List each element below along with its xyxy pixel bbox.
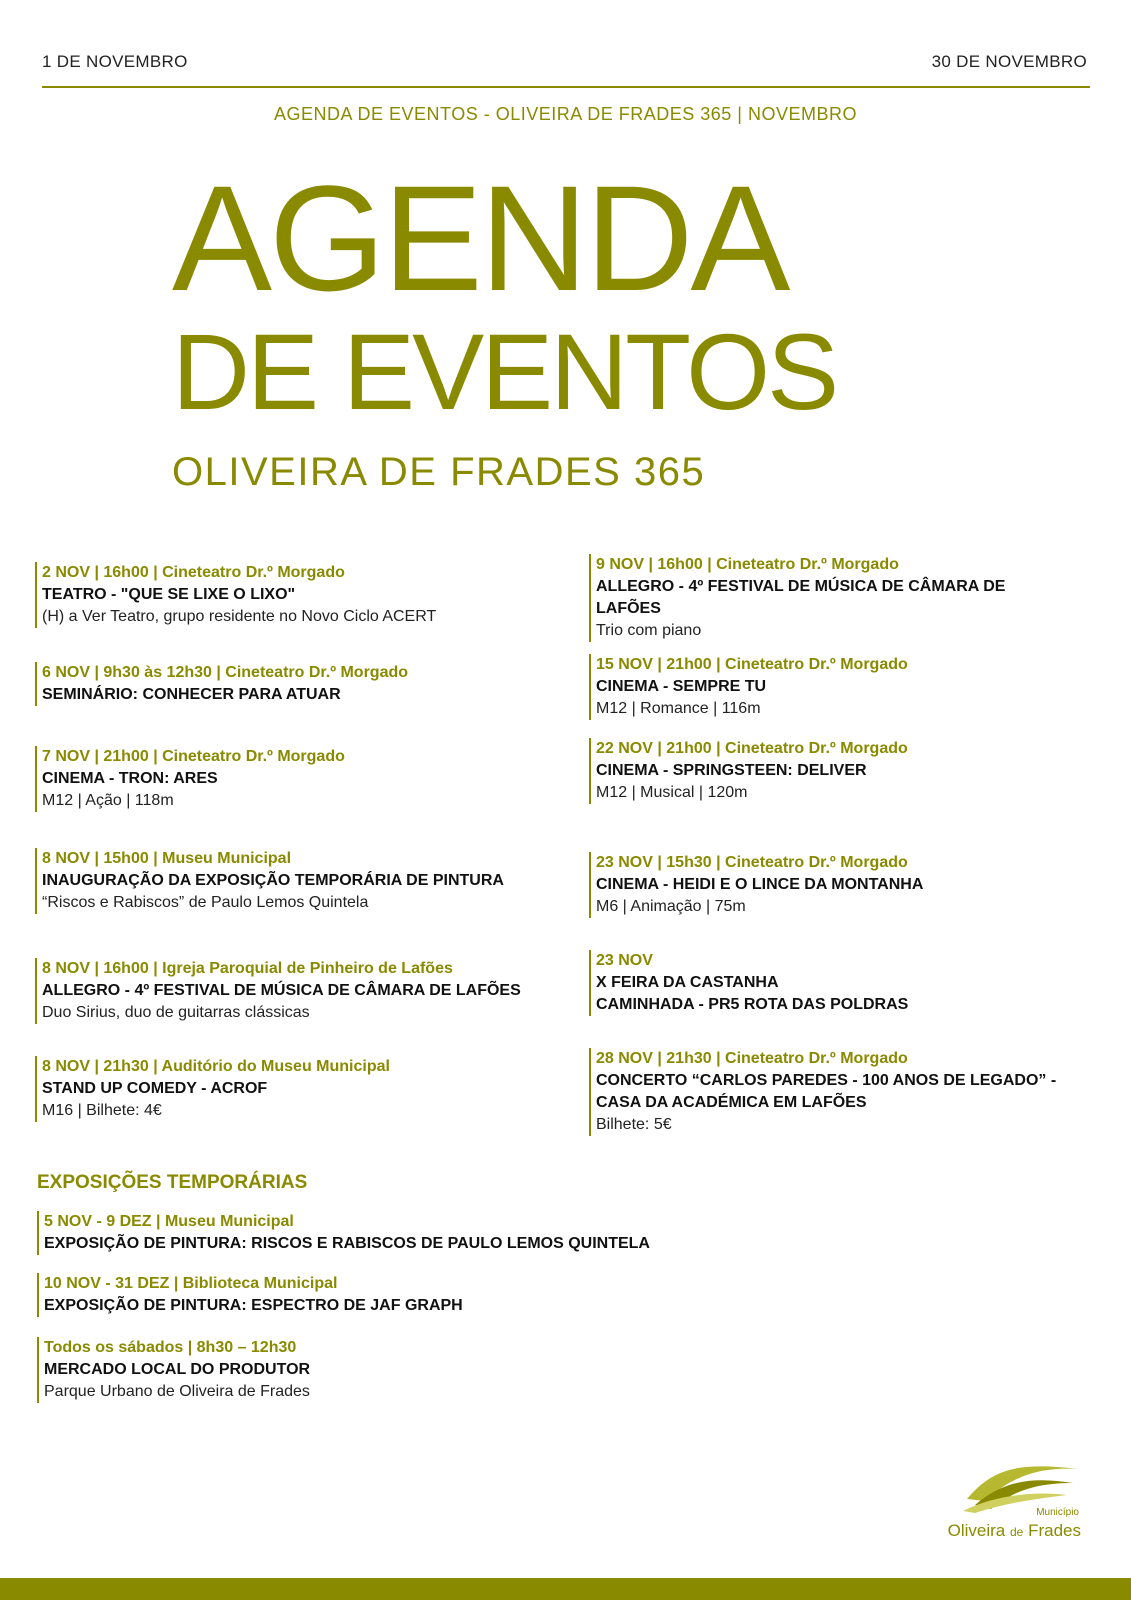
event-title: ALLEGRO - 4º FESTIVAL DE MÚSICA DE CÂMARA DE LAFÕES <box>42 982 521 999</box>
event-when: 8 NOV | 21h30 | Auditório do Museu Municipal <box>42 1058 390 1075</box>
exhibition-when: Todos os sábados | 8h30 – 12h30 <box>44 1339 297 1356</box>
logo-name <box>948 1521 1081 1541</box>
event-item <box>589 1048 1066 1136</box>
exhibition-title: EXPOSIÇÃO DE PINTURA: ESPECTRO DE JAF GRAPH <box>44 1297 463 1314</box>
hero-title-agenda: AGENDA <box>172 154 788 322</box>
header-divider <box>42 86 1090 88</box>
event-item <box>35 958 522 1024</box>
event-title: CINEMA - TRON: ARES <box>42 770 218 787</box>
hero-title-de-eventos: DE EVENTOS <box>172 311 837 432</box>
logo-municipio-label: Município <box>1036 1507 1079 1518</box>
event-details: Bilhete: 5€ <box>596 1116 672 1133</box>
date-left: 1 DE NOVEMBRO <box>42 52 188 71</box>
date-right: 30 DE NOVEMBRO <box>931 52 1087 71</box>
event-item <box>589 738 1096 804</box>
exhibition-item <box>37 1273 804 1317</box>
exhibition-title: MERCADO LOCAL DO PRODUTOR <box>44 1361 311 1378</box>
event-details: M6 | Animação | 75m <box>596 898 746 915</box>
event-item <box>35 1056 562 1122</box>
event-title: INAUGURAÇÃO DA EXPOSIÇÃO TEMPORÁRIA DE PINTURA <box>42 872 504 889</box>
logo-name-part2: de <box>1009 1525 1024 1539</box>
event-when: 23 NOV | 15h30 | Cineteatro Dr.º Morgado <box>596 854 908 871</box>
event-title: CINEMA - SEMPRE TU <box>596 678 767 695</box>
event-item <box>589 950 1096 1016</box>
event-item <box>35 848 522 914</box>
event-item <box>35 662 562 706</box>
logo-name-part1: Oliveira <box>947 1521 1006 1540</box>
event-item <box>589 554 1066 642</box>
event-details: (H) a Ver Teatro, grupo residente no Novo Ciclo ACERT <box>42 608 437 625</box>
exhibition-details: Parque Urbano de Oliveira de Frades <box>44 1383 310 1400</box>
event-title: X FEIRA DA CASTANHA <box>596 974 779 991</box>
event-item <box>35 562 562 628</box>
exhibition-item <box>37 1211 804 1255</box>
event-when: 28 NOV | 21h30 | Cineteatro Dr.º Morgado <box>596 1050 908 1067</box>
event-when: 22 NOV | 21h00 | Cineteatro Dr.º Morgado <box>596 740 908 757</box>
event-details: M16 | Bilhete: 4€ <box>42 1102 162 1119</box>
event-when: 9 NOV | 16h00 | Cineteatro Dr.º Morgado <box>596 556 899 573</box>
event-title: TEATRO - "QUE SE LIXE O LIXO" <box>42 586 296 603</box>
event-details: M12 | Musical | 120m <box>596 784 748 801</box>
event-title: SEMINÁRIO: CONHECER PARA ATUAR <box>42 686 341 703</box>
event-item <box>35 746 562 812</box>
event-item <box>589 852 1096 918</box>
event-title-second: CAMINHADA - PR5 ROTA DAS POLDRAS <box>596 996 909 1013</box>
exhibition-item <box>37 1337 804 1403</box>
event-item <box>589 654 1096 720</box>
event-details: M12 | Romance | 116m <box>596 700 761 717</box>
municipality-logo <box>947 1455 1085 1551</box>
event-title: ALLEGRO - 4º FESTIVAL DE MÚSICA DE CÂMARA DE LAFÕES <box>596 578 1006 617</box>
event-when: 8 NOV | 15h00 | Museu Municipal <box>42 850 292 867</box>
logo-name-part3: Frades <box>1028 1521 1081 1540</box>
event-when: 8 NOV | 16h00 | Igreja Paroquial de Pinheiro de Lafões <box>42 960 453 977</box>
event-title: CINEMA - SPRINGSTEEN: DELIVER <box>596 762 867 779</box>
event-details: “Riscos e Rabiscos” de Paulo Lemos Quintela <box>42 894 369 911</box>
exhibition-title: EXPOSIÇÃO DE PINTURA: RISCOS E RABISCOS DE PAULO LEMOS QUINTELA <box>44 1235 650 1252</box>
exhibition-when: 5 NOV - 9 DEZ | Museu Municipal <box>44 1213 294 1230</box>
event-when: 2 NOV | 16h00 | Cineteatro Dr.º Morgado <box>42 564 345 581</box>
event-when: 6 NOV | 9h30 às 12h30 | Cineteatro Dr.º Morgado <box>42 664 409 681</box>
event-details: Trio com piano <box>596 622 702 639</box>
event-title: CINEMA - HEIDI E O LINCE DA MONTANHA <box>596 876 924 893</box>
event-title: CONCERTO “CARLOS PAREDES - 100 ANOS DE LEGADO” - CASA DA ACADÉMICA EM LAFÕES <box>596 1072 1057 1111</box>
olive-leaf-logo-icon <box>955 1455 1085 1515</box>
event-when: 15 NOV | 21h00 | Cineteatro Dr.º Morgado <box>596 656 908 673</box>
exhibition-when: 10 NOV - 31 DEZ | Biblioteca Municipal <box>44 1275 338 1292</box>
hero-title-location: OLIVEIRA DE FRADES 365 <box>172 450 706 494</box>
event-details: Duo Sirius, duo de guitarras clássicas <box>42 1004 310 1021</box>
footer-bar <box>0 1578 1131 1600</box>
page-subtitle: AGENDA DE EVENTOS - OLIVEIRA DE FRADES 365 | NOVEMBRO <box>274 104 857 124</box>
event-when: 7 NOV | 21h00 | Cineteatro Dr.º Morgado <box>42 748 345 765</box>
event-when: 23 NOV <box>596 952 653 969</box>
event-title: STAND UP COMEDY - ACROF <box>42 1080 268 1097</box>
exhibitions-heading: EXPOSIÇÕES TEMPORÁRIAS <box>37 1172 308 1193</box>
event-details: M12 | Ação | 118m <box>42 792 174 809</box>
